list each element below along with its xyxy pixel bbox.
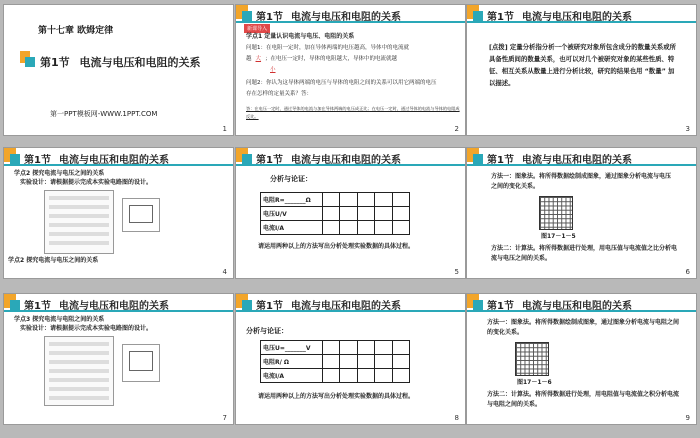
header-title: 第1节 电流与电压和电阻的关系 [24, 155, 169, 166]
title-bar-decoration [4, 5, 233, 11]
slide-header [467, 148, 696, 166]
slide-header [4, 294, 233, 312]
graph-grid [515, 342, 549, 376]
accent-block-teal [25, 57, 35, 67]
title-text: 电流与电压和电阻的关系 [79, 56, 201, 69]
design-flowchart [44, 336, 114, 406]
question-2: 问题2：你认为这导体两端的电压与导体的电阻之间的关系可以用它两端的电压 [246, 80, 437, 86]
slide-number: 9 [685, 414, 690, 422]
header-title: 第1节 电流与电压和电阻的关系 [24, 301, 169, 312]
header-block-teal [473, 11, 483, 21]
analysis-heading: 分析与论证： [246, 327, 288, 335]
header-block-teal [242, 11, 252, 21]
point-heading: 学点3 探究电流与电阻之间的关系 [14, 316, 105, 323]
header-title: 第1节 电流与电压和电阻的关系 [256, 12, 401, 23]
section-label: 第1节 [40, 56, 70, 69]
table-label-resistance: 电阻R=_______Ω [261, 193, 323, 207]
lesson-tag: 新课导入 [244, 24, 270, 33]
slide-header [236, 148, 465, 166]
point-heading: 学点2 探究电流与电压之间的关系 [14, 170, 105, 177]
header-title: 第1节 电流与电压和电阻的关系 [487, 155, 632, 166]
design-flowchart [44, 190, 114, 254]
slide-number: 2 [454, 125, 459, 133]
slide-thumbnail-9[interactable] [467, 294, 696, 424]
slide-thumbnail-1[interactable] [4, 5, 233, 135]
chapter-label: 第十七章 欧姆定律 [38, 26, 114, 36]
header-title: 第1节 电流与电压和电阻的关系 [487, 301, 632, 312]
slide-header [4, 148, 233, 166]
figure-caption: 图17－1－6 [517, 379, 552, 386]
header-block-teal [10, 154, 20, 164]
data-table [260, 192, 410, 235]
slide-title [40, 54, 201, 70]
data-table [260, 340, 410, 383]
method-2-text: 方法二：计算法。将所得数据进行处理，用电阻值与电流值之积分析电流与电阻之间的关系。 [487, 391, 680, 408]
header-block-teal [242, 300, 252, 310]
method-1-text: 方法一：图象法。将所得数据绘制成图象，通过图象分析电流与电压之间的变化关系。 [491, 173, 672, 190]
slide-thumbnail-7[interactable] [4, 294, 233, 424]
slide-header [236, 294, 465, 312]
header-block-teal [10, 300, 20, 310]
header-title: 第1节 电流与电压和电阻的关系 [256, 155, 401, 166]
circuit-diagram-area [122, 344, 160, 382]
table-label-current: 电流I/A [261, 369, 323, 383]
analysis-heading: 分析与论证： [270, 175, 312, 183]
slide-thumbnail-4[interactable] [4, 148, 233, 278]
task-text: 实验设计：请根据提示完成本实验电路图的设计。 [20, 179, 153, 186]
figure-caption: 图17－1－5 [541, 233, 576, 240]
header-title: 第1节 电流与电压和电阻的关系 [256, 301, 401, 312]
table-label-current: 电流I/A [261, 221, 323, 235]
header-title: 第1节 电流与电压和电阻的关系 [487, 12, 632, 23]
table-label-voltage: 电压U/V [261, 207, 323, 221]
slide-header [236, 5, 465, 23]
slide-header [467, 5, 696, 23]
slide-thumbnail-8[interactable] [236, 294, 465, 424]
slide-number: 1 [222, 125, 227, 133]
question-1-line-b: 越 大 ；在电压一定时，导体的电阻越大，导体中的电流就越 [246, 56, 398, 62]
slide-header [467, 294, 696, 312]
slide-number: 8 [454, 414, 459, 422]
slide-thumbnail-5[interactable] [236, 148, 465, 278]
question-2b: 存在怎样的定量关系？答： [246, 91, 313, 97]
slide-number: 5 [454, 268, 459, 276]
slide-number: 4 [222, 268, 227, 276]
point-heading-2: 学点2 探究电流与电压之间的关系 [8, 257, 99, 264]
header-block-teal [242, 154, 252, 164]
question-1-line-c: 小 [270, 67, 276, 73]
header-block-teal [473, 154, 483, 164]
site-label: 第一PPT模板网-WWW.1PPT.COM [50, 110, 158, 118]
method-2-text: 方法二：计算法。将所得数据进行处理，用电压值与电流值之比分析电流与电压之间的关系。 [491, 245, 678, 262]
task-text: 实验设计：请根据提示完成本实验电路图的设计。 [20, 325, 153, 332]
header-block-teal [473, 300, 483, 310]
instruction-text: 请运用两种以上的方法写出分析处理实验数据的具体过程。 [258, 393, 415, 400]
point-heading: 学点1 定量认识电流与电压、电阻的关系 [246, 33, 355, 40]
instruction-text: 请运用两种以上的方法写出分析处理实验数据的具体过程。 [258, 243, 415, 250]
question-1-line-a: 问题1：在电阻一定时，加在导体两端的电压越高，导体中的电流就 [246, 45, 410, 51]
table-label-resistance: 电阻R/ Ω [261, 355, 323, 369]
method-1-text: 方法一：图象法。将所得数据绘制成图象，通过图象分析电流与电阻之间的变化关系。 [487, 319, 680, 336]
slide-thumbnail-2[interactable] [236, 5, 465, 135]
table-label-voltage: 电压U=_______V [261, 341, 323, 355]
circuit-diagram-area [122, 198, 160, 232]
hint-text: [点拨] 定量分析指分析一个被研究对象所包含成分的数量关系或所具备性质间的数量关系，也可以对几个被研究对象的某些性质、特征、相互关系从数量上进行分析比较，研究的结果也用 “数量” 加以描述。 [489, 43, 677, 87]
slide-thumbnail-6[interactable] [467, 148, 696, 278]
slide-number: 3 [685, 125, 690, 133]
graph-grid [539, 196, 573, 230]
answer-text: 答：在电压一定时，通过导体的电流与加在导体两端的电压成正比；在电压一定时，通过导体的电流与导体的电阻成反比。 [246, 106, 460, 119]
slide-thumbnail-3[interactable] [467, 5, 696, 135]
slide-number: 7 [222, 414, 227, 422]
slide-number: 6 [685, 268, 690, 276]
